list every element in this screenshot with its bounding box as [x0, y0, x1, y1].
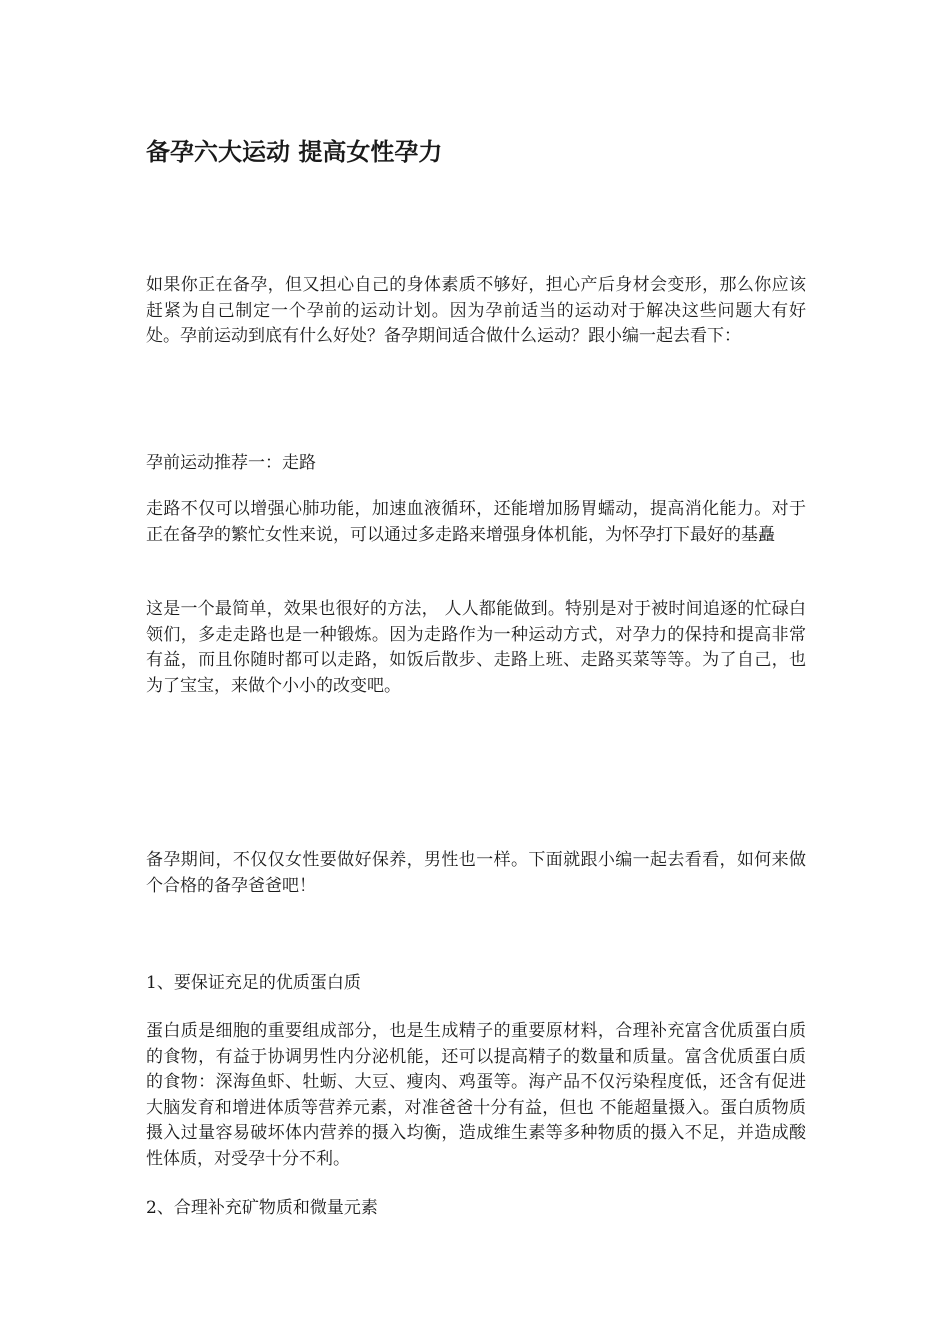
section-1-heading: 1、要保证充足的优质蛋白质	[146, 973, 361, 993]
walking-heading: 孕前运动推荐一：走路	[146, 453, 316, 473]
walking-paragraph-1: 走路不仅可以增强心肺功能，加速血液循环，还能增加肠胃蠕动，提高消化能力。对于正在备孕的繁忙女性来说，可以通过多走路来增强身体机能，为怀孕打下最好的基矗	[146, 499, 806, 545]
intro-paragraph: 如果你正在备孕，但又担心自己的身体素质不够好，担心产后身材会变形，那么你应该赶紧为自己制定一个孕前的运动计划。因为孕前适当的运动对于解决这些问题大有好处。孕前运动到底有什么好处？备孕期间适合做什么运动？跟小编一起去看下：	[146, 275, 806, 346]
page-title: 备孕六大运动 提高女性孕力	[146, 138, 443, 166]
section-2-heading: 2、合理补充矿物质和微量元素	[146, 1198, 378, 1218]
section-1-paragraph: 蛋白质是细胞的重要组成部分，也是生成精子的重要原材料，合理补充富含优质蛋白质的食物，有益于协调男性内分泌机能，还可以提高精子的数量和质量。富含优质蛋白质的食物：深海鱼虾、牡蛎、大豆、瘦肉、鸡蛋等。海产品不仅污染程度低，还含有促进大脑发育和增进体质等营养元素，对准爸爸十分有益，但也 不能超量摄入。蛋白质物质摄入过量容易破坏体内营养的摄入均衡，造成维生素等多种物质的摄入不足，并造成酸性体质，对受孕十分不利。	[146, 1021, 806, 1169]
walking-paragraph-2: 这是一个最简单，效果也很好的方法， 人人都能做到。特别是对于被时间追逐的忙碌白领们，多走走路也是一种锻炼。因为走路作为一种运动方式，对孕力的保持和提高非常有益，而且你随时都可以走路，如饭后散步、走路上班、走路买菜等等。为了自己，也为了宝宝，来做个小小的改变吧。	[146, 599, 806, 696]
father-intro-paragraph: 备孕期间，不仅仅女性要做好保养，男性也一样。下面就跟小编一起去看看，如何来做个合格的备孕爸爸吧！	[146, 850, 806, 896]
